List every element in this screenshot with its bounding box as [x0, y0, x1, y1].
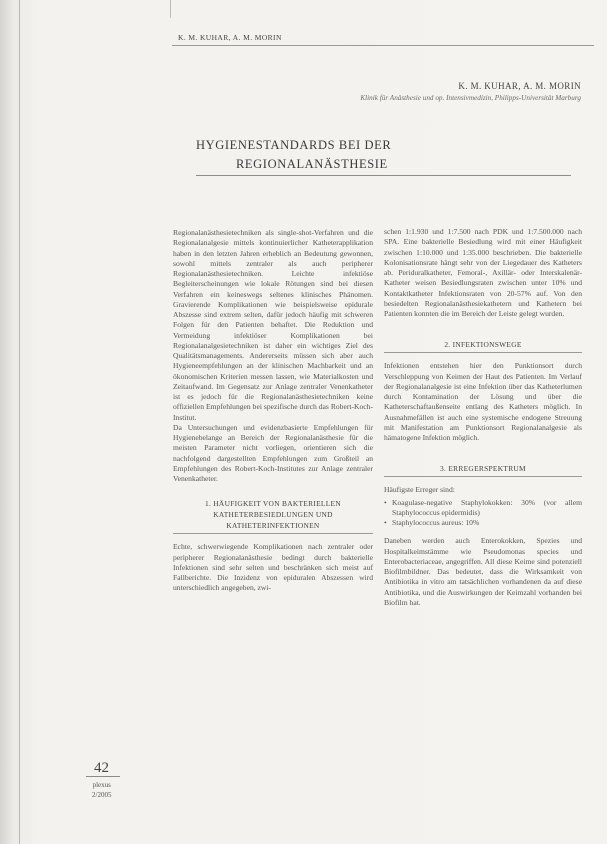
- section-3-intro: Häufigste Erreger sind:: [384, 485, 455, 495]
- left-column: [173, 228, 373, 594]
- section-1-heading: [173, 498, 373, 531]
- journal-name: plexus: [92, 781, 111, 789]
- binding-edge: [19, 0, 20, 844]
- header-tick: [170, 0, 171, 18]
- page-number-rule: [86, 776, 120, 777]
- title-line-1: HYGIENESTANDARDS BEI DER: [196, 138, 392, 152]
- running-head: K. M. KUHAR, A. M. MORIN: [178, 33, 282, 42]
- right-column: [384, 227, 582, 608]
- section-3-heading: 3. ERREGERSPEKTRUM: [440, 464, 526, 474]
- article-title: [196, 136, 396, 174]
- section-3-text: Daneben werden auch Enterokokken, Spezies und Hospitalkeimstämme wie Pseudomonas species und Enterobacteriaceae, angegriffen. All diese Keime sind potenziell Biofilmbildner. Das bedeutet, dass die Wirksamkeit von Antibiotika in vitro am tatsächlichen vorhandenen da auf diese Antibiotika, und die Auswirkungen der Keimzahl vorhanden bei Biofilm hat.: [384, 536, 582, 607]
- section-1-heading-line-2: KATHETERBESIEDLUNGEN UND: [213, 510, 333, 520]
- section-3-rule: [384, 476, 582, 477]
- list-item: • Koagulase-negative Staphylokokken: 30% (vor allem Staphylococcus epidermidis): [384, 498, 582, 519]
- title-rule: [196, 175, 571, 176]
- intro-paragraph-1: Regionalanästhesietechniken als single-shot-Verfahren und die Regionalanalgesie mittels kontinuierlicher Katheterapplikation haben in den letzten Jahren erheblich an Bedeutung gewonnen, sowohl mittels zentraler als auch peripherer Regionalanästhesietechniken. Leichte infektiöse Begleiterscheinungen wie lokale Rötungen sind bei diesen Verfahren ein keineswegs seltenes klinisches Phänomen. Gravierende Komplikationen wie beispielsweise epidurale Abszesse sind extrem selten, dafür jedoch häufig mit schweren Folgen für den Patienten behaftet. Die Reduktion und Vermeidung infektiöser Komplikationen bei Regionalanalgesietechniken ist daher ein wichtiges Ziel des Qualitätsmanagements. Andererseits müssen sich aber auch Hygieneempfehlungen an der klinischen Machbarkeit und an ökonomischen Kriterien messen lassen, wie Materialkosten und Zeitaufwand. Im Gegensatz zur Anlage zentraler Venenkatheter ist es jedoch für die Regionalanästhesietechniken keine offiziellen Empfehlungen bei spezifische durch das Robert-Koch-Institut.: [173, 228, 373, 422]
- author-affiliation: Klinik für Anästhesie und op. Intensivmedizin, Philipps-Universität Marburg: [360, 94, 581, 102]
- continued-paragraph: schen 1:1.930 und 1:7.500 nach PDK und 1:7.500.000 nach SPA. Eine bakterielle Besiedlung wird mit einer Häufigkeit zwischen 1:10.000 und 1:35.000 beschrieben. Die bakterielle Kolonisationsrate hängt sehr von der Liegedauer des Katheters ab. Periduralkatheter, Femoral-, Axillär- oder Interskalenär-Katheter weisen Besiedlungsraten zwischen unter 10% und Kontaktkatheter Infektionsraten von 20-57% auf. Von den besiedelten Regionalanästhesiekathetern und Kathetern bei Patienten konnten die im Bereich der Leiste gelegt wurden.: [384, 227, 582, 318]
- pathogen-list: [384, 498, 582, 529]
- title-line-2: REGIONALANÄSTHESIE: [236, 157, 388, 171]
- section-2-heading: 2. INFEKTIONSWEGE: [444, 340, 522, 350]
- section-1-rule: [173, 533, 373, 534]
- section-2-text: Infektionen entstehen hier den Punktionsort durch Verschleppung von Keimen der Haut des Patienten. Im Verlauf der Regionalanalgesie ist eine Infektion über das Katheterlumen durch Kontamination der Lösung und über die Katheterschaftaußenseite entlang des Katheters möglich. In Ausnahmefällen ist auch eine systemische endogene Streuung mit Manifestation am Punktionsort Regionalanalgesie als hämatogene Infektion möglich.: [384, 361, 582, 442]
- header-rule: [172, 45, 594, 46]
- section-1-heading-line-1: 1. HÄUFIGKEIT VON BAKTERIELLEN: [205, 499, 341, 509]
- page-number: 42: [94, 760, 109, 776]
- journal-issue-number: 2/2005: [92, 791, 112, 799]
- list-item: • Staphylococcus aureus: 10%: [384, 518, 582, 528]
- journal-issue: [92, 780, 111, 800]
- section-2-rule: [384, 352, 582, 353]
- section-1-heading-line-3: KATHETERINFEKTIONEN: [226, 521, 320, 531]
- section-1-text: Echte, schwerwiegende Komplikationen nach zentraler oder peripherer Regionalanästhesie bedingt durch bakterielle Infektionen sind sehr selten und beschränken sich meist auf Fallberichte. Die Inzidenz von epiduralen Abszessen wird unterschiedlich angegeben, zwi-: [173, 542, 373, 593]
- intro-paragraph-2: Da Untersuchungen und evidenzbasierte Empfehlungen für Hygienebelange an Bereich der Regionalanästhesie für die meisten Parameter nicht vorliegen, orientieren sich die nachfolgend dargestellten Empfehlungen zum Großteil an Empfehlungen des Robert-Koch-Institutes zur Anlage zentraler Venenkatheter.: [173, 422, 373, 483]
- article-authors: K. M. KUHAR, A. M. MORIN: [458, 81, 581, 91]
